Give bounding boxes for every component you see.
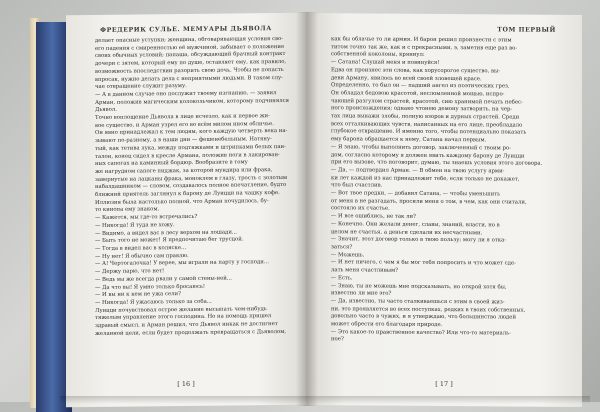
text-line: впросак, нужно делать дела с неприятными людьми. В таком слу- (95, 74, 283, 83)
book-shadow (60, 396, 590, 404)
text-line: — Значит, этот договор только в твою пользу; могу ли я отка- (331, 236, 507, 244)
text-line: целом не счастья, а деньги сделали их несчастными. (331, 228, 483, 236)
left-running-head: ФРЕДЕРИК СУЛЬЕ. МЕМУАРЫ ДЬЯВОЛА (100, 25, 272, 34)
text-line: — Да что вы! Я умно только бросаюсь! (95, 283, 206, 291)
text-line: заться? (331, 244, 353, 251)
text-line: Арман, положив магическим колокольчиком, которому подчинялся (95, 97, 289, 106)
text-line: ему барона обращается к нему, Сатана начал первым. (331, 136, 487, 144)
text-line: лать меня счастливым? (331, 267, 398, 274)
text-line: Луицци почувствовал острое желание высыпать чем-нибудь (95, 305, 267, 314)
text-line: состояло их счастье. (331, 205, 390, 213)
text-line: что был счастлив. (331, 182, 383, 189)
book-gutter (296, 12, 318, 406)
text-line: — Знаю, ты не можешь мне подсказывать, но открой хотя бы, (331, 282, 507, 290)
text-line: вое существо, и Арман узрел его во всём милом ином обличье. (95, 120, 274, 129)
text-line: довольно часто в чужих, и я утверждаю, что большинство людей (331, 313, 517, 321)
text-line: дочери с зятем, который ему по душе, оставляет ему, как правило, (95, 59, 287, 68)
text-line: ни, это проявляется во всех поступках, редких в твоих собственных, (331, 305, 526, 314)
text-line: здравый смысл, и Арман решил, что Дьявол никак не достигнет (95, 321, 278, 329)
text-line: глубокое отвращение. И именно того, чтобы потенциально показать (331, 128, 527, 137)
text-line: чающей разгулом страстей, красотой, сию хранимой печать небес- (331, 97, 523, 106)
text-line: Он явно принадлежал к тем людям, кого каждую четверть века на- (95, 128, 288, 137)
text-line: тяжелым управление этого господина. Но на помощь пришел (95, 313, 272, 322)
text-line: Он обладал бедовою красотой, несломленной мощью, испро- (331, 90, 505, 98)
text-line: талон, конец сидел в кресле Армана, положив ноги в лакирован- (95, 151, 280, 160)
text-line: Едва он произнес эти слова, как хорусорогое существо, вы- (331, 67, 501, 75)
text-line: — Да, — подтвердил Арман. — В обмен на твою услугу арми- (331, 167, 505, 175)
text-line: — Кажется, мы где-то встречались? (95, 214, 198, 222)
text-line: как бы облачье то ли армия. И барон решил произнести с этим (331, 36, 512, 44)
text-line: — Это какое-то нравственное качество? Или что-то материаль- (331, 328, 511, 337)
text-line: возможность впоследствии разорить свою дочь. Чтобы не попасть (95, 66, 284, 75)
text-line: — Конечно. Они желали денег, славы, знаний, власти, но в (331, 221, 500, 229)
text-line: может обрести его благодаря природе. (331, 321, 443, 329)
text-line: — Есть. (331, 275, 353, 282)
text-line: — Держу парю, что нет! (95, 268, 165, 276)
text-line: ное? (331, 336, 344, 343)
text-line: — И все ошиблись, не так ли? (331, 213, 416, 220)
text-line: — Да, известно, ты часто сталкиваешься с этим в своей жиз- (331, 298, 505, 306)
text-line: своих обычных условий; папаша, обсуждающий брачный контракт (95, 51, 286, 60)
text-line: то кинопа ему знаком. (95, 206, 160, 214)
text-line: же нагрудном сапоге пиджак, за которой мундира или фрака, (95, 167, 273, 175)
text-line: завернутые на лацканы фрака, моноклем в глазу, трость с золотым (95, 174, 288, 183)
text-line: Определенно, то был он — падший ангел из поэтических грез. (331, 82, 510, 90)
text-line: тый, как тетива лука, между подтяжками и штрипками белых пан- (95, 143, 286, 152)
text-line: его падения с смиренностью её мужчиной, забывает о положение (95, 43, 285, 52)
text-line: — Вот твое предки, — добавил Сатана, — чтобы уменьшить (331, 190, 501, 198)
right-page-text (306, 36, 582, 346)
text-line: — Сатана! Слушай меня и повинуйся! (331, 59, 440, 67)
text-line: — А! Чертогалочка! У верее, мы играли на парту у господи... (95, 259, 269, 268)
text-line: тах лица вынажи злобы, полную взоров и дурных страстей. Среди (331, 113, 520, 121)
text-line: чае отвращение служит разуму. (95, 83, 187, 91)
text-line: ки лет каждой из нас принадлежит тебе, если только не докажет, (331, 174, 520, 183)
text-line: известно ли мне это? (331, 290, 392, 297)
text-line: набалдашником — словом, создавалось полное впечатление, будто (95, 182, 287, 191)
text-line: — Тогда в видел вас в коляске... (95, 244, 187, 252)
text-line: делает опасные уступки; женщина, обговаривающая условия сво- (95, 35, 284, 44)
right-running-head: ТОМ ПЕРВЫЙ (497, 26, 556, 34)
text-line: при его вызове, что поговорит, думаю, ты знаешь условия этого договора. (331, 159, 543, 167)
text-line: — И нет ничего, с чем я бы мог тебя попросить и что может сде- (331, 259, 516, 267)
text-line: — Можешь. (331, 251, 365, 259)
text-line: ного происхождения; однако чтонею демону затворить, на чер- (331, 105, 513, 113)
text-line: Иллюзия была настолько полной, что Арман почудилось, бу- (95, 197, 269, 206)
text-line: — Никогда! Я ужасаюсь только за соба... (95, 298, 212, 306)
text-line: деви Арману, явилось во всей своей зловещей красе. (331, 74, 482, 82)
text-line: — Никогда! Я туда не хожу. (95, 221, 175, 229)
left-page-number: [ 16 ] (177, 379, 195, 389)
right-page (306, 13, 582, 407)
text-line: зывают по-разному, а в наши дни — фешенебельным. Натяну- (95, 136, 272, 145)
text-line: всех отталкивающих чувств, написанных на его лице, преобладало (331, 120, 523, 129)
text-line: — Ну нет! Я обычно сам правлю. (95, 252, 189, 260)
text-line: — А в данном случае оно послужит твоему изгнанию, — заявил (95, 89, 277, 98)
text-line: — Видимо, а видел вас в лесу верхом на лошади... (95, 229, 237, 237)
text-line: титом точно так же, как и с прекрасными, э, заметив еще раз во- (331, 43, 518, 52)
left-page (66, 13, 306, 408)
right-page-number: [ 17 ] (435, 379, 453, 389)
text-line: — Быть того не может! Я предпочитаю бег трусцой. (95, 236, 244, 245)
text-line: — Ведь вы же всегда рвали у самой стены-ней... (95, 275, 232, 283)
text-line: собственной коколоны, кряниул: (331, 51, 425, 59)
text-line: ближний приятель заглянул к барону де Луицци на чашку кофе. (95, 190, 280, 199)
text-line: Точно воплощение Дьявола в лице исчезло, как и первое жи- (95, 113, 270, 121)
left-page-text (66, 36, 306, 339)
text-line: желанной цели, если будет продолжать превращаться с Дьяволом, (95, 328, 287, 337)
text-line: от меня в не разгадать, просили меня о том, в чем, как они считали, (331, 197, 527, 206)
text-line: ных сапогах на каминный бордюр. Вообразите в тому (95, 159, 248, 168)
text-line: Дьявол. (95, 107, 117, 114)
text-line: — И вы ни к кем не ужа сели? (95, 291, 181, 299)
text-line: — Я знаю, чтобы выполнить договор, заключенный с твоим ро- (331, 144, 511, 152)
text-line: дом, согласно которому я должен явить каждому барону де Луицци (331, 151, 525, 160)
